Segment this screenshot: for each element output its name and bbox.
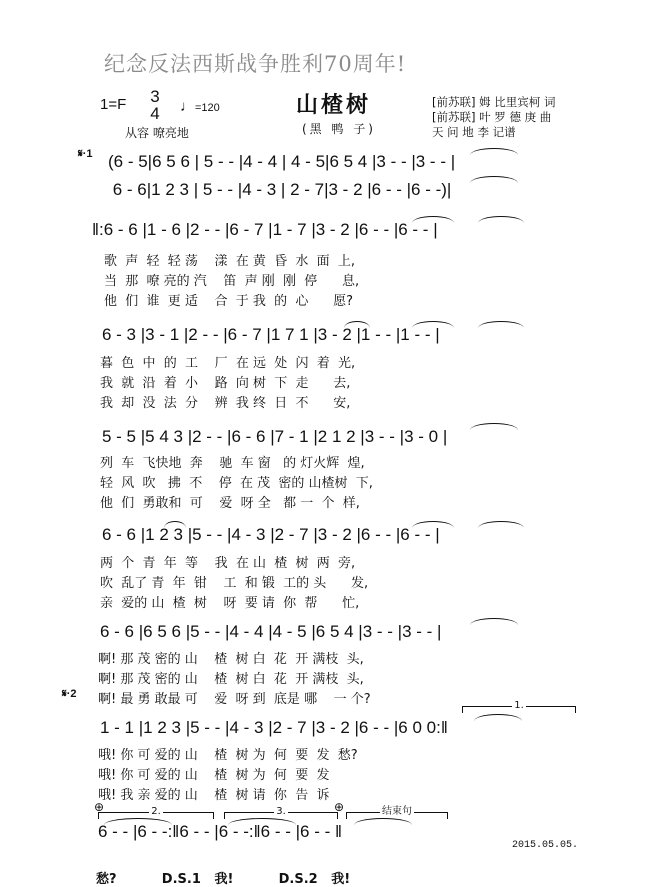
time-sig-top: 3 xyxy=(150,87,160,106)
volta-label: 2. xyxy=(151,806,161,817)
lyric-verse1: 两 个 青 年 等 我 在 山 楂 树 两 旁, xyxy=(100,556,356,571)
lyricist-credit: [前苏联] 姆 比里宾柯 词 xyxy=(432,95,556,109)
slur xyxy=(164,521,186,528)
volta-label: 结束句 xyxy=(382,806,412,817)
tie xyxy=(470,148,518,155)
staff-intro-line-2: 6 - 6|1 2 3 | 5 - - |4 - 3 | 2 - 7|3 - 2 |6 - - |6 - -)| xyxy=(108,180,452,199)
tempo-value: =120 xyxy=(195,102,220,114)
staff-verse-line-3: 5 - 5 |5 4 3 |2 - - |6 - 6 |7 - 1 |2 1 2 |3 - - |3 - 0 | xyxy=(102,427,448,446)
time-signature xyxy=(146,88,164,122)
volta-label: 1. xyxy=(514,700,524,711)
tie xyxy=(104,818,172,825)
tie xyxy=(478,216,524,223)
staff-verse-line-2: 6 - 3 |3 - 1 |2 - - |6 - 7 |1 7 1 |3 - 2 |1 - - |1 - - | xyxy=(102,325,440,344)
lyric-chorus2: 哦! 你 可 爱的 山 楂 树 为 何 要 发 xyxy=(98,768,330,783)
tie xyxy=(228,818,296,825)
lyric-chorus3: 哦! 我 亲 爱的 山 楂 树 请 你 告 诉 xyxy=(98,788,330,803)
lyric-chorus1: 啊! 那 茂 密的 山 楂 树 白 花 开 满枝 头, xyxy=(98,652,364,667)
composer-credit: [前苏联] 叶 罗 德 庚 曲 xyxy=(432,110,552,124)
lyric-verse2: 当 那 嘹 亮的 汽 笛 声 刚 刚 停 息, xyxy=(104,274,360,289)
slur xyxy=(412,321,454,328)
segno-2-marker: 𝄋·2 xyxy=(62,688,77,700)
transcription-date: 2015.05.05. xyxy=(512,840,579,851)
slur xyxy=(412,216,454,223)
slur xyxy=(412,521,454,528)
credits xyxy=(432,95,555,140)
quarter-note-icon: ♩ xyxy=(180,98,195,115)
lyric-verse3: 他 们 谁 更 适 合 于 我 的 心 愿? xyxy=(104,294,354,309)
volta-1-bracket xyxy=(462,700,576,713)
lyric-verse2: 我 就 沿 着 小 路 向 树 下 走 去, xyxy=(100,376,351,391)
tie xyxy=(474,714,522,721)
banner-title: 纪念反法西斯战争胜利70周年! xyxy=(104,52,407,76)
slur xyxy=(344,321,370,328)
tie xyxy=(470,176,518,183)
segno-1-marker: 𝄋·1 xyxy=(78,148,93,160)
lyric-verse3: 我 却 没 法 分 辨 我 终 日 不 安, xyxy=(100,396,351,411)
coda-icon: ⊕ xyxy=(334,800,345,814)
time-sig-bottom: 4 xyxy=(150,104,160,123)
volta-label: 3. xyxy=(276,806,286,817)
lyric-endings: 愁? D.S.1 我! D.S.2 我! xyxy=(96,872,351,887)
staff-chorus-line-2: 1 - 1 |1 2 3 |5 - - |4 - 3 |2 - 7 |3 - 2 |6 - - |6 0 0:‖ xyxy=(100,718,448,737)
performer-subtitle: (黑 鸭 子) xyxy=(302,122,376,136)
lyric-verse1: 歌 声 轻 轻 荡 漾 在 黄 昏 水 面 上, xyxy=(104,254,356,269)
song-title: 山楂树 xyxy=(296,92,372,118)
staff-verse-line-4: 6 - 6 |1 2 3 |5 - - |4 - 3 |2 - 7 |3 - 2 |6 - - |6 - - | xyxy=(102,525,440,544)
tie xyxy=(470,423,518,430)
lyric-verse3: 亲 爱的 山 楂 树 呀 要 请 你 帮 忙, xyxy=(100,596,360,611)
lyric-chorus1: 哦! 你 可 爱的 山 楂 树 为 何 要 发 愁? xyxy=(98,748,358,763)
lyric-chorus2: 啊! 那 茂 密的 山 楂 树 白 花 开 满枝 头, xyxy=(98,672,364,687)
lyric-verse1: 列 车 飞快地 奔 驰 车 窗 的 灯火辉 煌, xyxy=(100,456,365,471)
lyric-chorus3: 啊! 最 勇 敢最 可 爱 呀 到 底是 哪 一 个? xyxy=(98,692,371,707)
expression-marking: 从容 嘹亮地 xyxy=(125,126,189,140)
tie xyxy=(354,818,412,825)
staff-intro-line-1: (6 - 5|6 5 6 | 5 - - |4 - 4 | 4 - 5|6 5 4 |3 - - |3 - - | xyxy=(108,152,456,171)
tie xyxy=(470,618,518,625)
lyric-verse2: 轻 风 吹 拂 不 停 在 茂 密的 山楂树 下, xyxy=(100,476,373,491)
tempo-marking xyxy=(180,98,220,115)
volta-2-bracket xyxy=(98,806,214,819)
lyric-verse3: 他 们 勇敢和 可 爱 呀 全 都 一 个 样, xyxy=(100,496,360,511)
tie xyxy=(478,521,524,528)
staff-endings: 6 - - |6 - -:‖6 - - |6 - -:‖6 - - |6 - - ‖ xyxy=(98,822,342,841)
staff-verse-line-1: ‖:6 - 6 |1 - 6 |2 - - |6 - 7 |1 - 7 |3 - 2 |6 - - |6 - - | xyxy=(92,220,438,239)
lyric-verse1: 暮 色 中 的 工 厂 在 远 处 闪 着 光, xyxy=(100,356,356,371)
transcriber-credit: 天 问 地 李 记谱 xyxy=(432,125,516,139)
coda-icon: ⊕ xyxy=(94,800,105,814)
tie xyxy=(478,321,524,328)
volta-3-bracket xyxy=(224,806,338,819)
lyric-verse2: 吹 乱了 青 年 钳 工 和 锻 工的 头 发, xyxy=(100,576,369,591)
staff-chorus-line-1: 6 - 6 |6 5 6 |5 - - |4 - 4 |4 - 5 |6 5 4 |3 - - |3 - - | xyxy=(100,622,442,641)
key-signature: 1=F xyxy=(100,96,127,113)
